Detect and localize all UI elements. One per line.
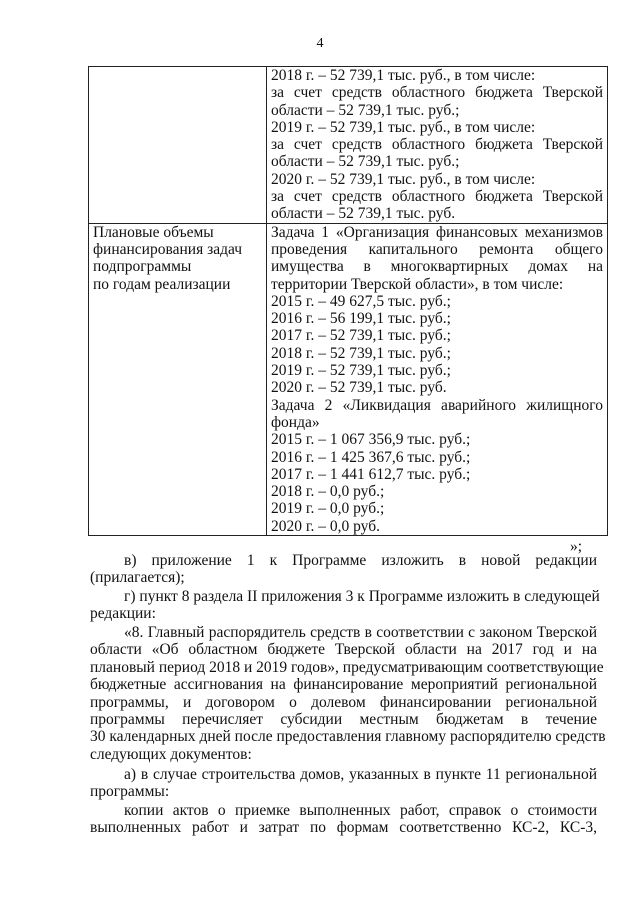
paragraph-line: следующих документов: <box>90 745 252 763</box>
paragraph-line: программы: <box>90 783 170 801</box>
paragraph-line: копии актов о приемке выполненных работ, справок о стоимости <box>124 802 597 819</box>
paragraph-copies <box>90 802 597 837</box>
table-row <box>89 223 608 535</box>
table-line: 2018 г. – 0,0 руб.; <box>271 483 385 501</box>
paragraph-line: в) приложение 1 к Программе изложить в новой редакции <box>124 552 597 569</box>
table-line: области – 52 739,1 тыс. руб.; <box>271 101 460 119</box>
table-cell-label <box>89 223 267 535</box>
closing-quote: »; <box>570 538 583 555</box>
table-line: территории Тверской области», в том числе: <box>271 275 564 293</box>
table-line: за счет средств областного бюджета Тверской <box>271 188 603 206</box>
paragraph-line: г) пункт 8 раздела II приложения 3 к Программе изложить в следующей <box>124 588 600 605</box>
table-line: 2019 г. – 52 739,1 тыс. руб.; <box>271 362 451 380</box>
table-line: 2015 г. – 1 067 356,9 тыс. руб.; <box>271 431 471 449</box>
paragraph-line: (прилагается); <box>90 569 185 587</box>
table-line: 2015 г. – 49 627,5 тыс. руб.; <box>271 292 451 310</box>
table-line: области – 52 739,1 тыс. руб. <box>271 205 456 223</box>
table-line: Задача 1 «Организация финансовых механизмов <box>271 223 603 241</box>
paragraph-8 <box>90 624 606 763</box>
row-label-line: по годам реализации <box>93 275 231 293</box>
table-line: фонда» <box>271 413 320 431</box>
paragraph-line: программы, и договором о долевом финансировании региональной <box>90 693 597 711</box>
paragraph-line: выполненных работ и затрат по формам соответственно КС-2, КС-3, <box>90 819 597 837</box>
table-line: 2020 г. – 52 739,1 тыс. руб. <box>271 379 447 397</box>
table-cell-tasks <box>267 223 608 535</box>
table-line: 2020 г. – 52 739,1 тыс. руб., в том числе: <box>271 170 536 188</box>
table-line: за счет средств областного бюджета Тверской <box>271 84 603 102</box>
table-line: 2020 г. – 0,0 руб. <box>271 517 380 535</box>
table-line: Задача 2 «Ликвидация аварийного жилищного <box>271 396 603 414</box>
paragraph-line: редакции: <box>90 605 156 623</box>
table-cell-totals <box>267 67 608 224</box>
table-line: 2016 г. – 56 199,1 тыс. руб.; <box>271 310 451 328</box>
paragraph-line: «8. Главный распорядитель средств в соответствии с законом Тверской <box>124 624 597 641</box>
table-line: проведения капитального ремонта общего <box>271 240 603 258</box>
paragraph-line: области «Об областном бюджете Тверской области на 2017 год и на <box>90 641 597 659</box>
table-line: 2017 г. – 52 739,1 тыс. руб.; <box>271 327 451 345</box>
row-label-line: подпрограммы <box>93 258 192 276</box>
row-label-line: финансирования задач <box>93 240 243 258</box>
table-cell-empty <box>89 67 267 224</box>
table-line: 2018 г. – 52 739,1 тыс. руб.; <box>271 344 451 362</box>
paragraph-line: 30 календарных дней после предоставления главному распорядителю средств <box>90 728 606 746</box>
paragraph-line: плановый период 2018 и 2019 годов», предусматривающим соответствующие <box>90 658 604 676</box>
paragraph-g <box>90 588 600 623</box>
table-line: 2019 г. – 0,0 руб.; <box>271 500 385 518</box>
row-label-line: Плановые объемы <box>93 223 214 241</box>
table-line: области – 52 739,1 тыс. руб.; <box>271 153 460 171</box>
table-line: за счет средств областного бюджета Тверской <box>271 136 603 154</box>
table-line: 2019 г. – 52 739,1 тыс. руб., в том числе: <box>271 118 536 136</box>
paragraph-line: бюджетные ассигнования на финансирование мероприятий региональной <box>90 676 597 694</box>
page-number: 4 <box>316 36 324 51</box>
table-line: 2017 г. – 1 441 612,7 тыс. руб.; <box>271 465 471 483</box>
financing-table <box>88 66 608 536</box>
paragraph-a <box>90 766 597 801</box>
table-line: имущества в многоквартирных домах на <box>271 258 603 276</box>
paragraph-line: а) в случае строительства домов, указанных в пункте 11 региональной <box>124 766 597 783</box>
table-row <box>89 67 608 224</box>
table-line: 2016 г. – 1 425 367,6 тыс. руб.; <box>271 448 471 466</box>
paragraph-v <box>90 552 597 587</box>
table-line: 2018 г. – 52 739,1 тыс. руб., в том числе: <box>271 67 536 84</box>
paragraph-line: программы перечисляет субсидии местным бюджетам в течение <box>90 711 597 729</box>
